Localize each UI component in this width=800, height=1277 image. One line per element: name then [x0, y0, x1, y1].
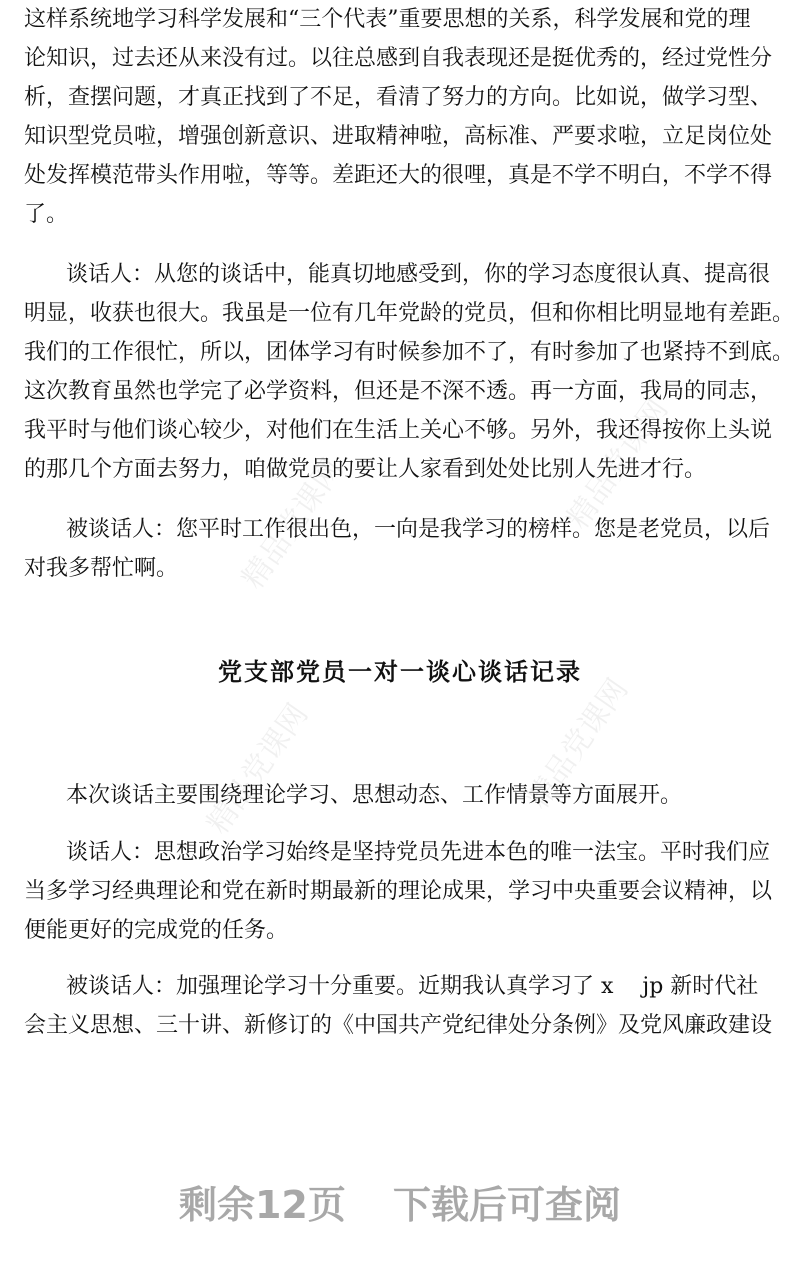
text-line: 这样系统地学习科学发展和“三个代表”重要思想的关系，科学发展和党的理	[24, 7, 751, 32]
text-line: 被谈话人：加强理论学习十分重要。近期我认真学习了 x jp 新时代社	[66, 974, 759, 999]
text-line: 谈话人：从您的谈话中，能真切地感受到，你的学习态度很认真、提高很	[66, 262, 771, 287]
text-line: 的那几个方面去努力，咱做党员的要让人家看到处处比别人先进才行。	[24, 457, 707, 482]
remaining-pages-notice[interactable]: 剩余12页 下载后可查阅	[178, 1183, 622, 1227]
text-line: 析，查摆问题，才真正找到了不足，看清了努力的方向。比如说，做学习型、	[24, 85, 773, 110]
watermark-text: 精品党课网	[235, 452, 351, 596]
text-line: 谈话人：思想政治学习始终是坚持党员先进本色的唯一法宝。平时我们应	[66, 840, 771, 865]
watermark-text: 精品党课网	[520, 672, 636, 816]
text-line: 我们的工作很忙，所以，团体学习有时候参加不了，有时参加了也紧持不到底。	[24, 340, 795, 365]
text-line: 知识型党员啦，增强创新意识、进取精神啦，高标准、严要求啦，立足岗位处	[24, 124, 773, 149]
text-line: 便能更好的完成党的任务。	[24, 918, 289, 943]
text-line: 论知识，过去还从来没有过。以往总感到自我表现还是挺优秀的，经过党性分	[24, 46, 773, 71]
text-line: 会主义思想、三十讲、新修订的《中国共产党纪律处分条例》及党风廉政建设	[24, 1013, 773, 1038]
text-line: 了。	[24, 202, 69, 227]
text-line: 当多学习经典理论和党在新时期最新的理论成果，学习中央重要会议精神，以	[24, 879, 773, 904]
text-line: 我平时与他们谈心较少，对他们在生活上关心不够。另外，我还得按你上头说	[24, 418, 773, 443]
watermark-text: 精品党课网	[200, 697, 316, 841]
text-line: 被谈话人：您平时工作很出色，一向是我学习的榜样。您是老党员，以后	[66, 517, 771, 542]
text-line: 处发挥模范带头作用啦，等等。差距还大的很哩，真是不学不明白，不学不得	[24, 163, 773, 188]
text-line: 明显，收获也很大。我虽是一位有几年党龄的党员，但和你相比明显地有差距。	[24, 301, 795, 326]
section-title: 党支部党员一对一谈心谈话记录	[218, 657, 582, 686]
text-line: 对我多帮忙啊。	[24, 556, 179, 581]
text-line: 这次教育虽然也学完了必学资料，但还是不深不透。再一方面，我局的同志，	[24, 379, 773, 404]
text-line: 本次谈话主要围绕理论学习、思想动态、工作情景等方面展开。	[66, 783, 683, 808]
watermark-text: 精品党课网	[560, 392, 676, 536]
